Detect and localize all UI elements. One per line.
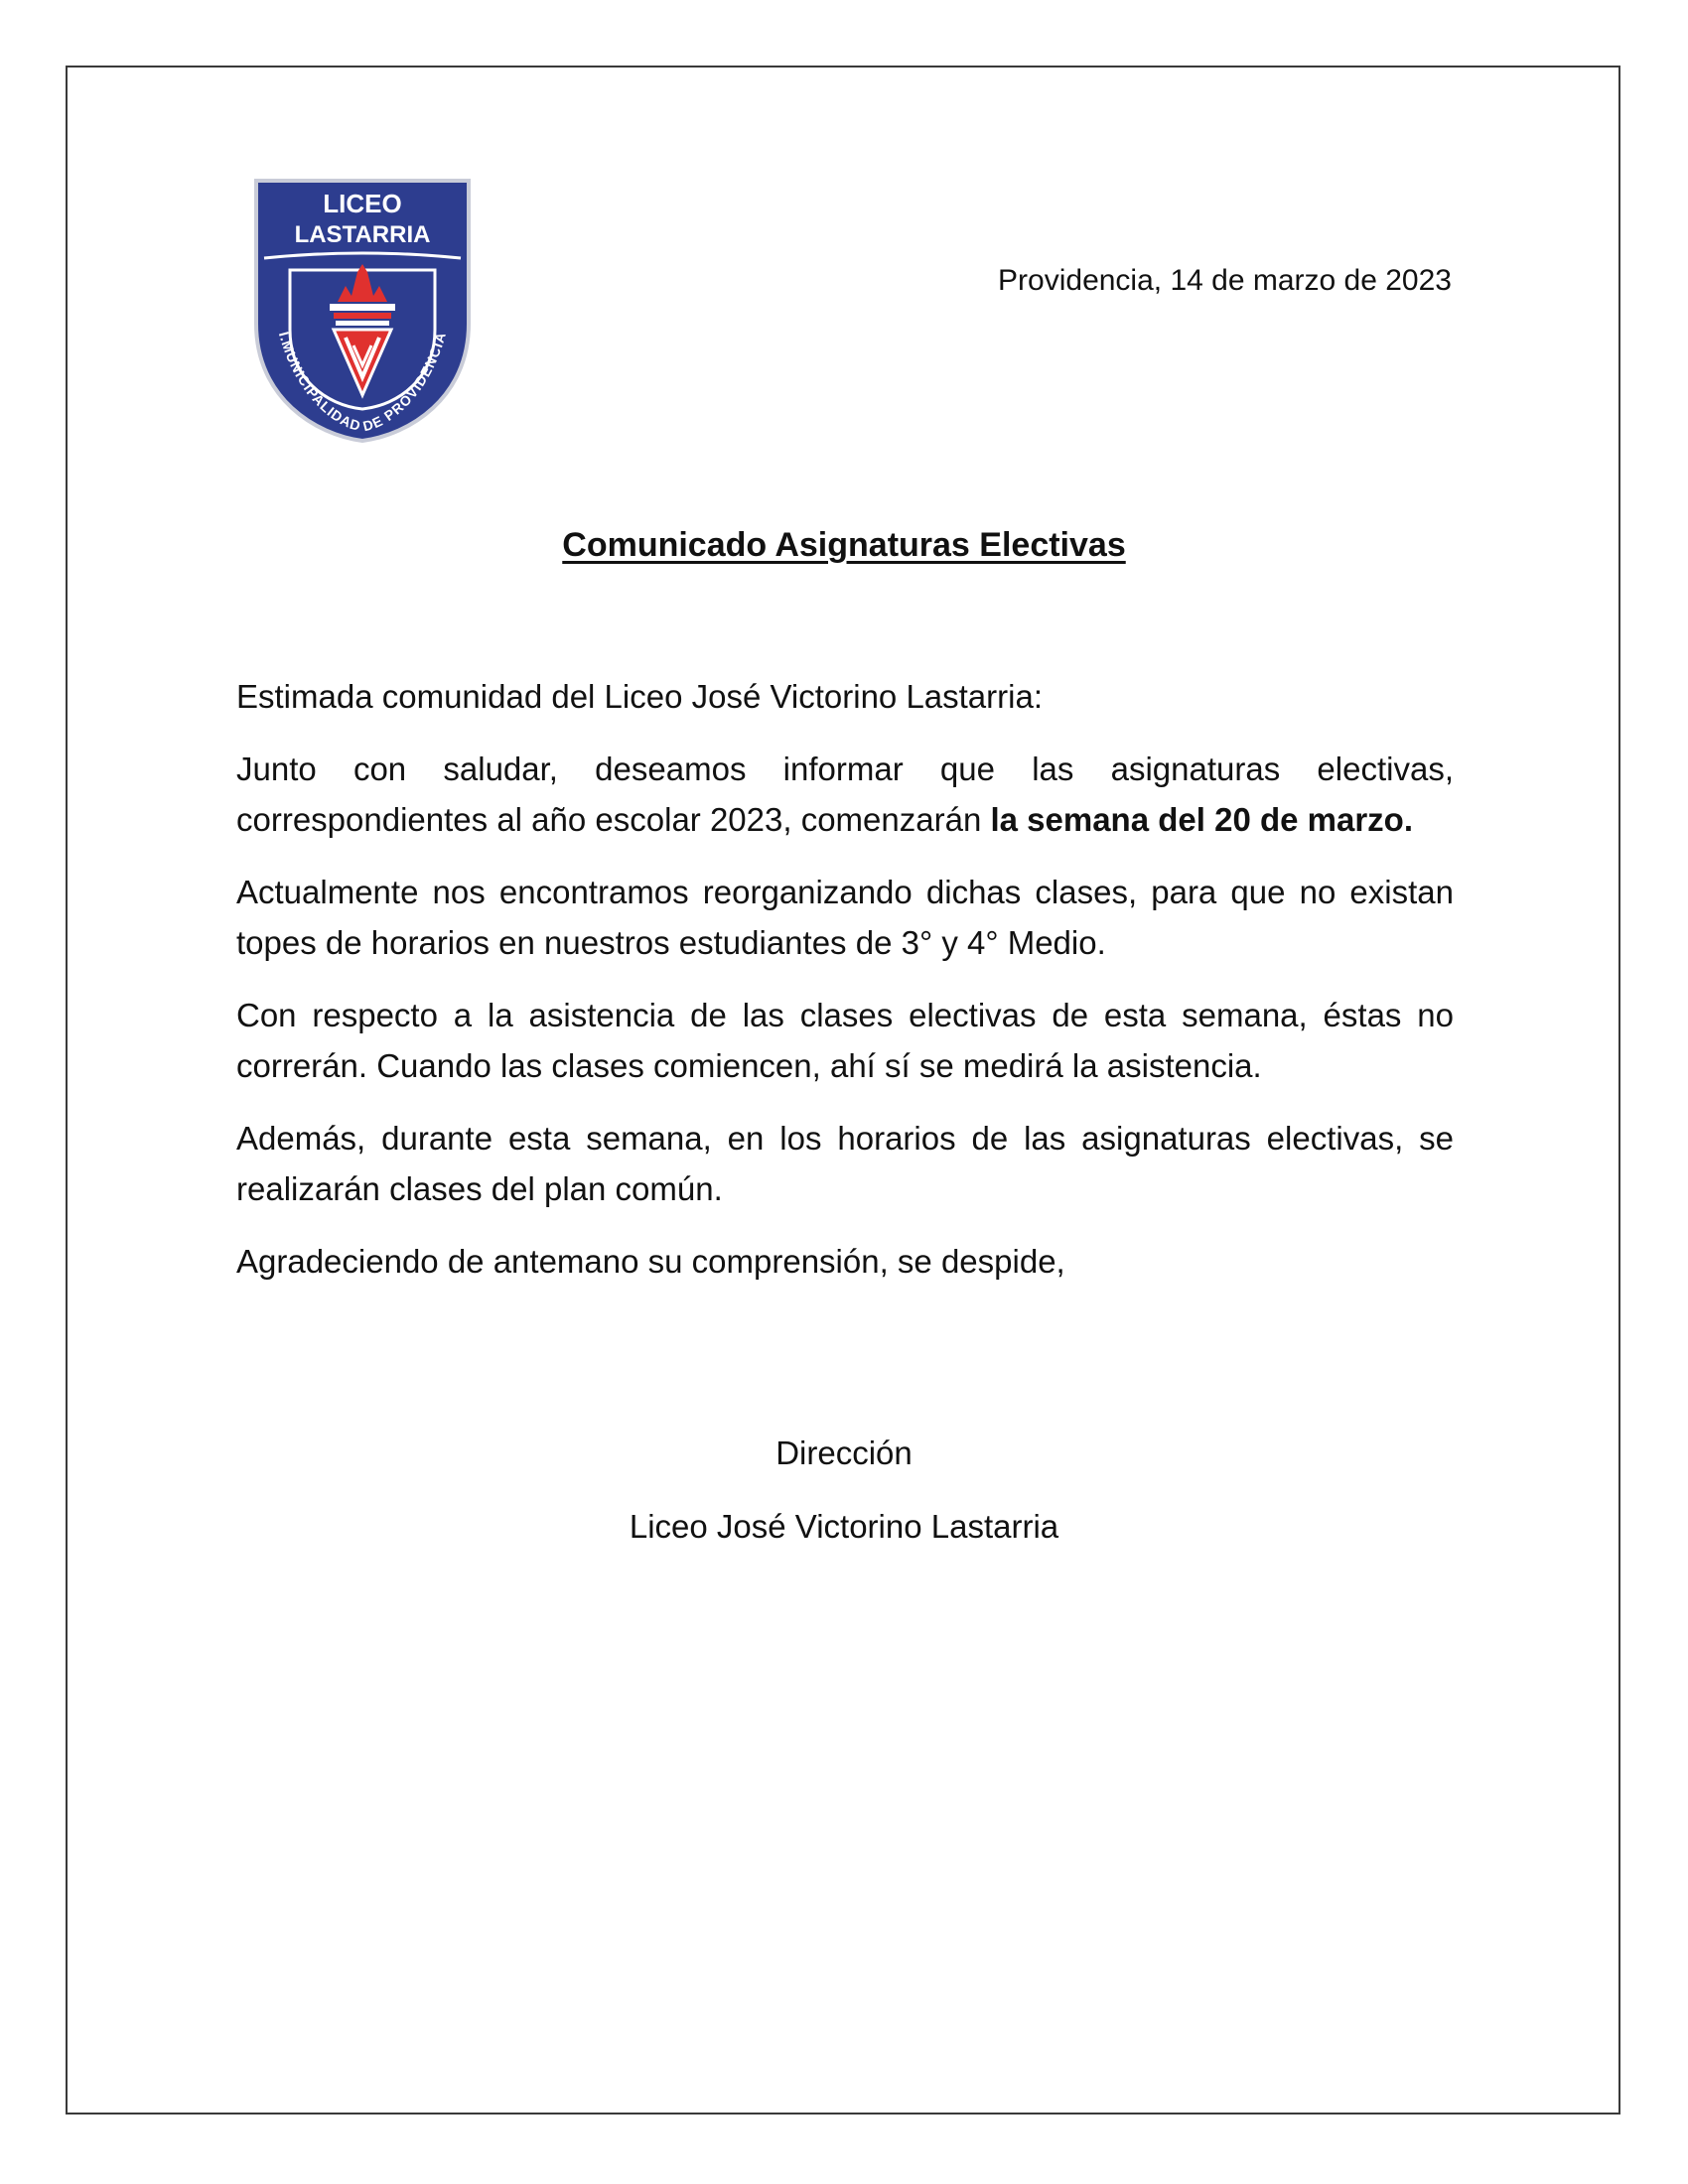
letter-body	[236, 671, 1454, 1308]
signature-block	[0, 1433, 1688, 1580]
paragraph-start-date-text: Junto con saludar, deseamos informar que las asignaturas electivas, correspondientes al año escolar 2023, comenzarán	[236, 751, 1454, 838]
signature-line-direccion: Dirección	[775, 1434, 913, 1471]
document-title: Comunicado Asignaturas Electivas	[562, 526, 1126, 564]
paragraph-start-date	[236, 744, 1454, 845]
school-crest-logo	[250, 175, 475, 445]
signature-line-school: Liceo José Victorino Lastarria	[629, 1508, 1059, 1545]
paragraph-plan-comun: Además, durante esta semana, en los horarios de las asignaturas electivas, se realizarán clases del plan común.	[236, 1120, 1454, 1207]
crest-arc-text: I.MUNICIPALIDAD DE PROVIDENCIA	[275, 330, 450, 435]
start-date-highlight: la semana del 20 de marzo.	[990, 801, 1414, 838]
date-line: Providencia, 14 de marzo de 2023	[998, 264, 1452, 297]
crest-liceo-text: LICEO	[323, 189, 402, 218]
paragraph-attendance: Con respecto a la asistencia de las clases electivas de esta semana, éstas no correrán. Cuando las clases comiencen, ahí sí se medirá la asistencia.	[236, 997, 1454, 1084]
paragraph-reorganizing: Actualmente nos encontramos reorganizando dichas clases, para que no existan topes de horarios en nuestros estudiantes de 3° y 4° Medio.	[236, 874, 1454, 961]
greeting-paragraph: Estimada comunidad del Liceo José Victorino Lastarria:	[236, 678, 1043, 715]
closing-paragraph: Agradeciendo de antemano su comprensión, se despide,	[236, 1243, 1065, 1280]
crest-lastarria-text: LASTARRIA	[294, 221, 431, 248]
